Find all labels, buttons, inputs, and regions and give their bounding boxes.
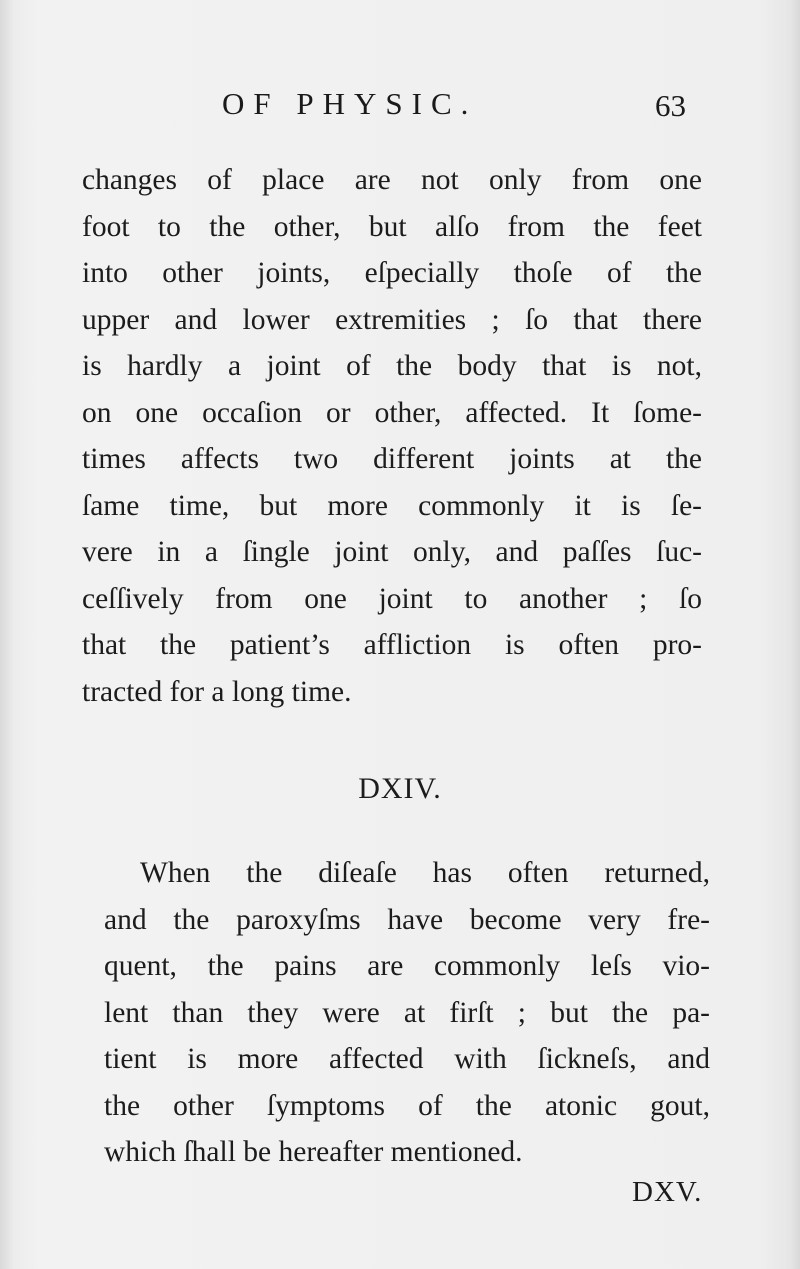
text-line: which ſhall be hereafter mentioned. (104, 1136, 523, 1168)
text-line: on one occaſion or other, affected. It ſome- (82, 396, 702, 429)
text-line: ceſſively from one joint to another ; ſo (82, 582, 702, 615)
paragraph-1 (82, 157, 702, 715)
text-line: lent than they were at firſt ; but the pa- (104, 996, 710, 1029)
text-line: that the patient’s affliction is often pro- (82, 629, 702, 661)
text-line: ſame time, but more commonly it is ſe- (82, 489, 702, 522)
text-line: tient is more affected with ſickneſs, and (104, 1043, 710, 1075)
text-line: foot to the other, but alſo from the feet (82, 210, 702, 243)
text-line: tracted for a long time. (82, 675, 352, 708)
paragraph-2 (104, 850, 710, 1176)
text-line: vere in a ſingle joint only, and paſſes ſuc- (82, 536, 702, 568)
running-head-title: OF PHYSIC. (222, 86, 478, 121)
section-heading: DXIV. (358, 772, 442, 805)
text-line: times affects two different joints at the (82, 443, 702, 475)
text-line: changes of place are not only from one (82, 164, 702, 196)
text-line: When the diſeaſe has often returned, (140, 857, 710, 889)
text-line: the other ſymptoms of the atonic gout, (104, 1089, 710, 1122)
text-line: upper and lower extremities ; ſo that there (82, 303, 702, 336)
catchword: DXV. (632, 1176, 703, 1208)
text-line: quent, the pains are commonly leſs vio- (104, 950, 710, 982)
running-head (0, 86, 800, 126)
text-line: and the paroxyſms have become very fre- (104, 903, 710, 936)
text-line: is hardly a joint of the body that is not, (82, 350, 702, 382)
text-line: into other joints, eſpecially thoſe of the (82, 257, 702, 289)
page-number: 63 (655, 88, 686, 123)
